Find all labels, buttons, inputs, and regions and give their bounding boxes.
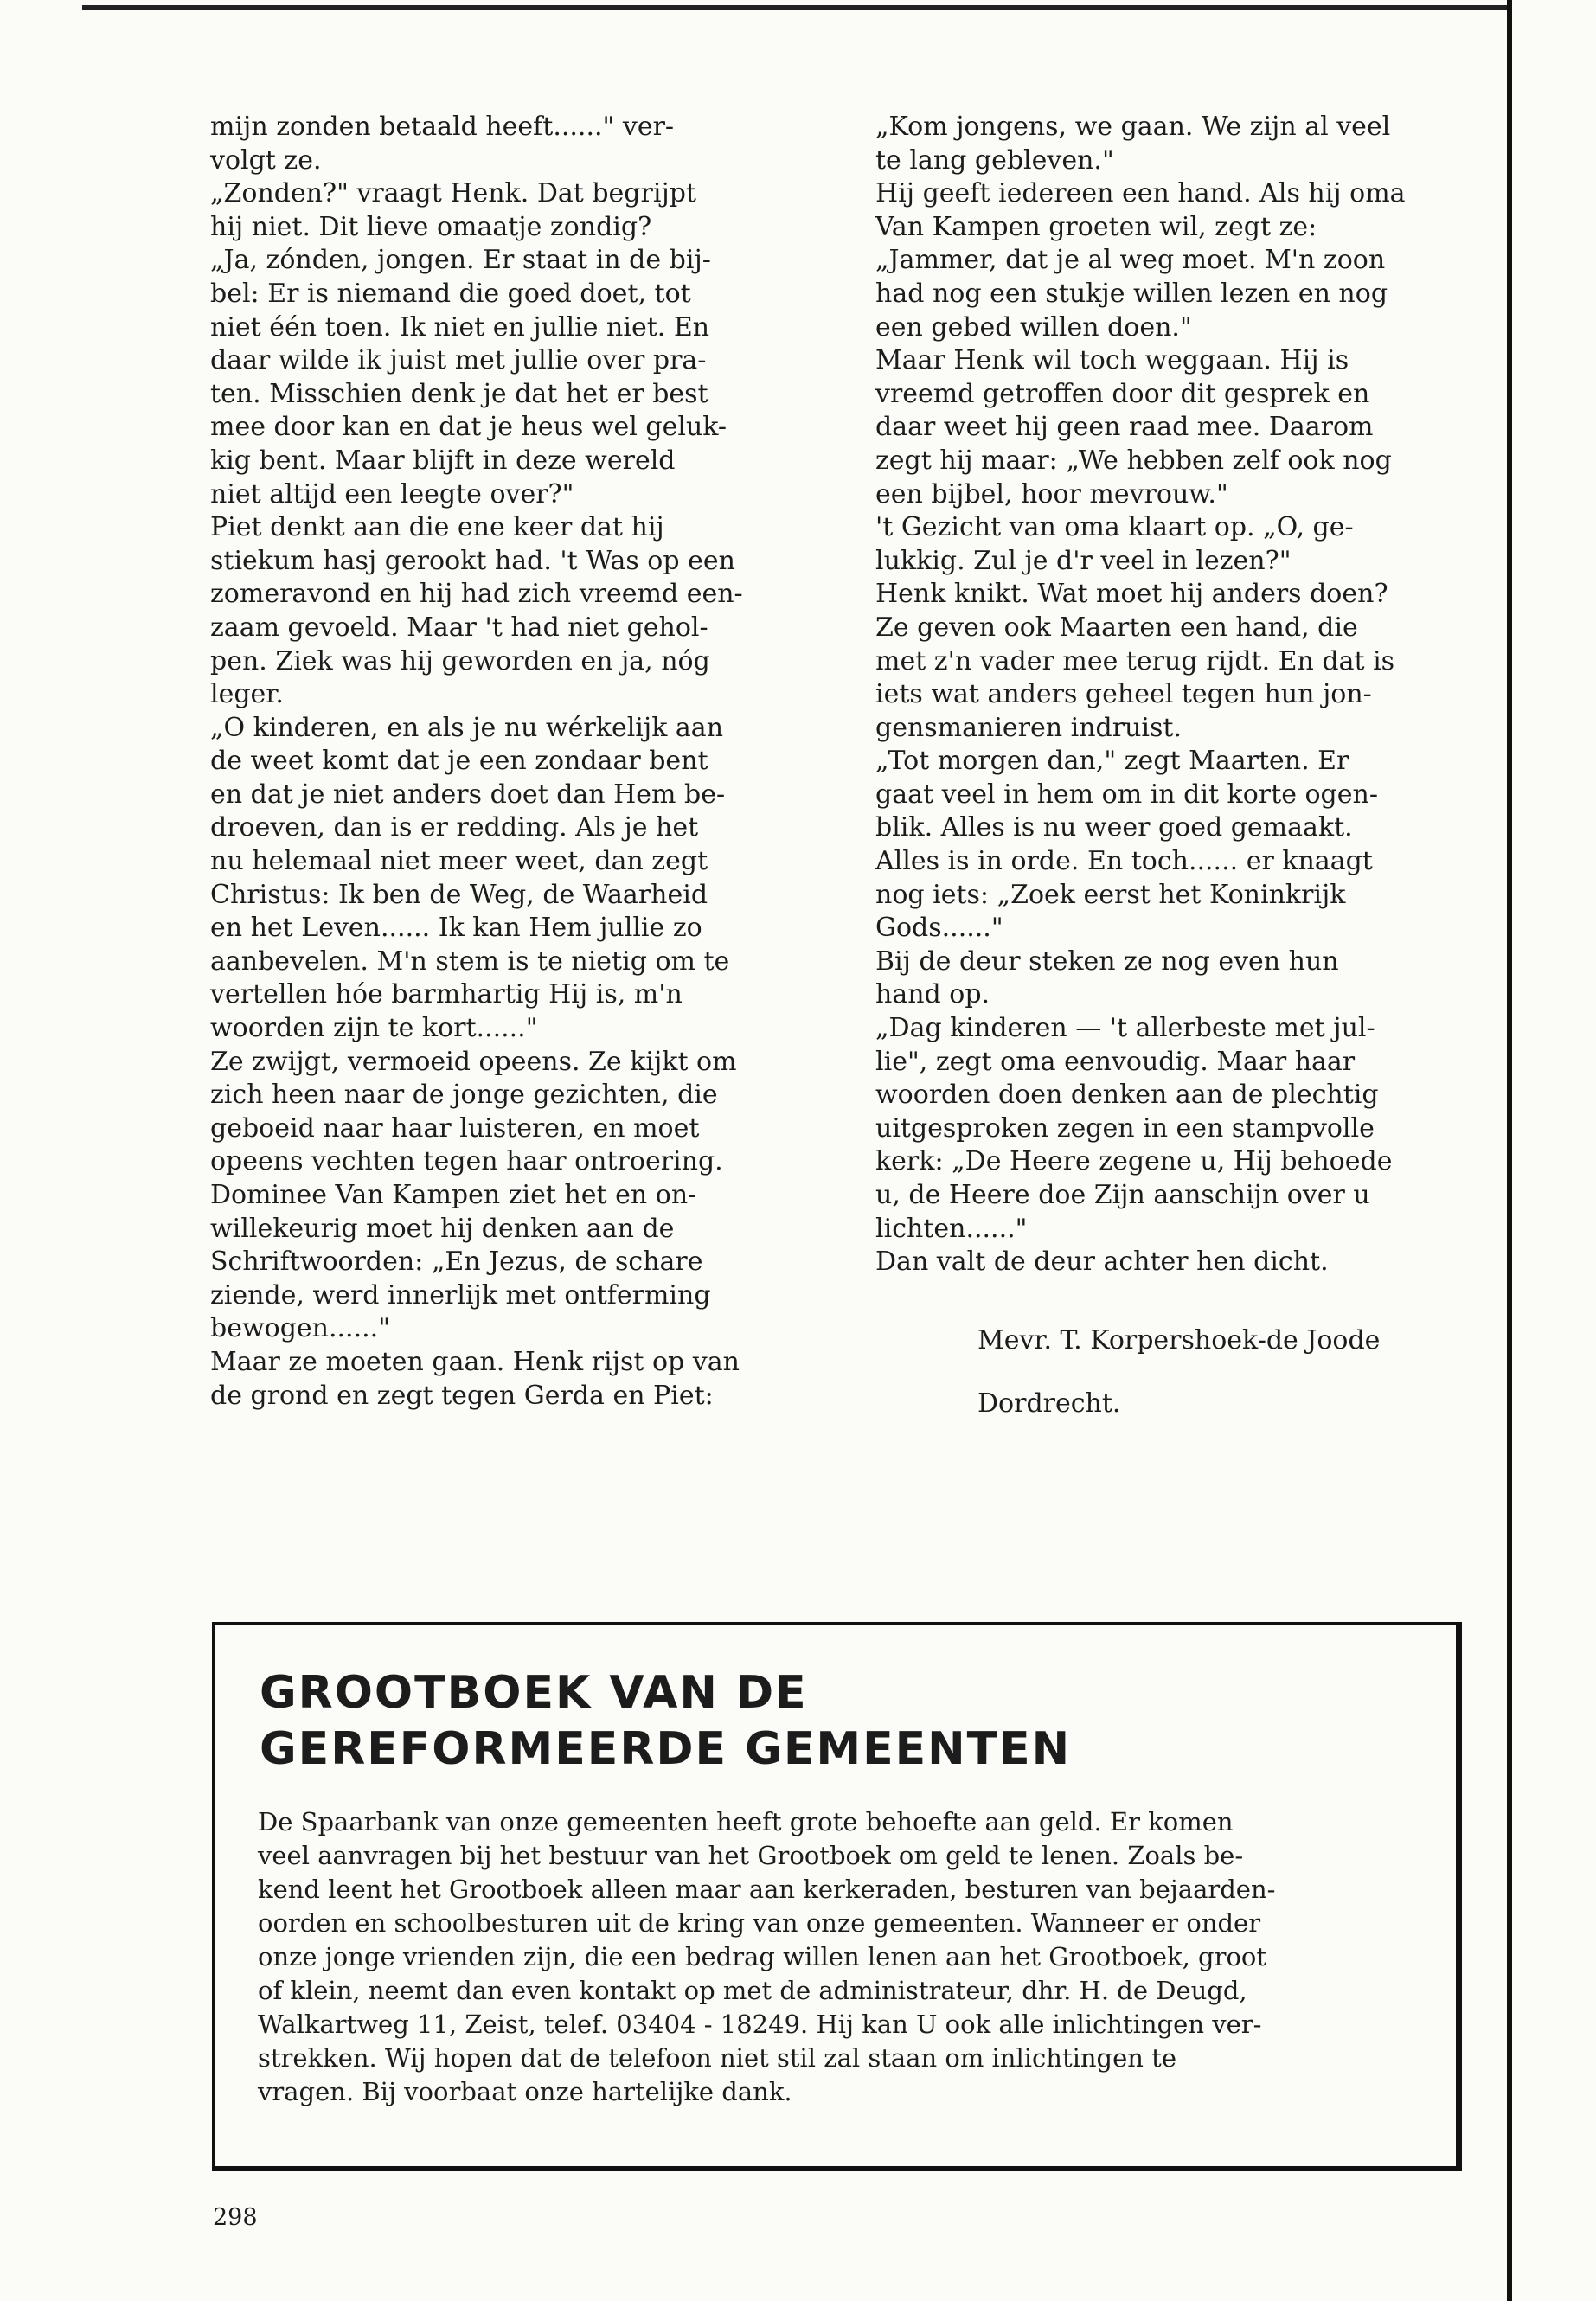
notice-body — [258, 1805, 1275, 2109]
text-line: willekeurig moet hij denken aan de — [210, 1213, 675, 1244]
right-edge-rule — [1507, 0, 1512, 2301]
text-line: vreemd getroffen door dit gesprek en — [875, 378, 1370, 409]
text-line: Christus: Ik ben de Weg, de Waarheid — [210, 879, 708, 910]
text-line: „Ja, zónden, jongen. Er staat in de bij- — [210, 245, 711, 276]
text-line: een bijbel, hoor mevrouw." — [875, 478, 1228, 510]
text-line: blik. Alles is nu weer goed gemaakt. — [875, 812, 1353, 843]
text-line: zomeravond en hij had zich vreemd een- — [210, 579, 743, 610]
text-line: daar weet hij geen raad mee. Daarom — [875, 412, 1374, 443]
text-line: had nog een stukje willen lezen en nog — [875, 278, 1388, 309]
text-line: ziende, werd innerlijk met ontferming — [210, 1279, 711, 1311]
text-line: woorden zijn te kort......" — [210, 1013, 538, 1044]
text-line: lichten......" — [875, 1213, 1028, 1244]
text-line: en dat je niet anders doet dan Hem be- — [210, 779, 726, 810]
text-line: Ze zwijgt, vermoeid opeens. Ze kijkt om — [210, 1046, 737, 1077]
text-line: lie", zegt oma eenvoudig. Maar haar — [875, 1046, 1356, 1077]
text-line: hand op. — [875, 979, 990, 1010]
text-line: mee door kan en dat je heus wel geluk- — [210, 412, 727, 443]
notice-body-line: vragen. Bij voorbaat onze hartelijke dank. — [258, 2077, 792, 2106]
text-line: gensmanieren indruist. — [875, 712, 1182, 743]
text-line: nog iets: „Zoek eerst het Koninkrijk — [875, 879, 1346, 910]
notice-title-line: GROOTBOEK VAN DE — [260, 1667, 808, 1719]
notice-title — [260, 1665, 1071, 1778]
text-line: Ze geven ook Maarten een hand, die — [875, 612, 1358, 643]
text-line: zegt hij maar: „We hebben zelf ook nog — [875, 445, 1392, 476]
page-number: 298 — [213, 2204, 258, 2231]
notice-body-line: veel aanvragen bij het bestuur van het Grootboek om geld te lenen. Zoals be- — [258, 1841, 1244, 1870]
notice-body-line: De Spaarbank van onze gemeenten heeft grote behoefte aan geld. Er komen — [258, 1807, 1234, 1836]
left-text-column — [210, 111, 790, 1413]
text-line: met z'n vader mee terug rijdt. En dat is — [875, 645, 1395, 676]
right-text-column — [875, 111, 1455, 1279]
text-line: uitgesproken zegen in een stampvolle — [875, 1112, 1375, 1144]
text-line: lukkig. Zul je d'r veel in lezen?" — [875, 545, 1292, 576]
text-line: Gods......" — [875, 913, 1003, 944]
text-line: ten. Misschien denk je dat het er best — [210, 378, 708, 409]
text-line: Alles is in orde. En toch...... er knaagt — [875, 846, 1373, 877]
text-line: u, de Heere doe Zijn aanschijn over u — [875, 1180, 1370, 1210]
text-line: hij niet. Dit lieve omaatje zondig? — [210, 211, 652, 242]
text-line: Henk knikt. Wat moet hij anders doen? — [875, 579, 1388, 610]
text-line: Hij geeft iedereen een hand. Als hij oma — [875, 178, 1406, 209]
text-line: gaat veel in hem om in dit korte ogen- — [875, 779, 1378, 810]
author-signature: Mevr. T. Korpershoek-de Joode — [977, 1325, 1381, 1356]
text-line: Dan valt de deur achter hen dicht. — [875, 1247, 1329, 1278]
text-line: en het Leven...... Ik kan Hem jullie zo — [210, 913, 702, 944]
notice-body-line: oorden en schoolbesturen uit de kring van onze gemeenten. Wanneer er onder — [258, 1908, 1261, 1938]
text-line: een gebed willen doen." — [875, 311, 1192, 343]
top-rule — [82, 5, 1509, 10]
text-line: niet één toen. Ik niet en jullie niet. En — [210, 311, 710, 343]
text-line: daar wilde ik juist met jullie over pra- — [210, 345, 707, 376]
text-line: mijn zonden betaald heeft......" ver- — [210, 112, 675, 142]
text-line: „Dag kinderen — 't allerbeste met jul- — [875, 1013, 1375, 1044]
text-line: kig bent. Maar blijft in deze wereld — [210, 445, 676, 476]
text-line: Piet denkt aan die ene keer dat hij — [210, 512, 664, 543]
text-line: stiekum hasj gerookt had. 't Was op een — [210, 545, 735, 576]
text-line: Van Kampen groeten wil, zegt ze: — [875, 211, 1317, 242]
text-line: leger. — [210, 679, 284, 710]
text-line: aanbevelen. M'n stem is te nietig om te — [210, 945, 730, 977]
text-line: „Kom jongens, we gaan. We zijn al veel — [875, 112, 1391, 142]
notice-title-line: GEREFORMEERDE GEMEENTEN — [260, 1723, 1072, 1775]
text-line: niet altijd een leegte over?" — [210, 478, 574, 510]
text-line: Dominee Van Kampen ziet het en on- — [210, 1180, 697, 1210]
text-line: de grond en zegt tegen Gerda en Piet: — [210, 1380, 714, 1411]
text-line: woorden doen denken aan de plechtig — [875, 1080, 1379, 1111]
text-line: kerk: „De Heere zegene u, Hij behoede — [875, 1146, 1393, 1177]
text-line: opeens vechten tegen haar ontroering. — [210, 1146, 723, 1177]
text-line: „O kinderen, en als je nu wérkelijk aan — [210, 712, 724, 743]
text-line: nu helemaal niet meer weet, dan zegt — [210, 846, 708, 877]
text-line: geboeid naar haar luisteren, en moet — [210, 1112, 700, 1144]
text-line: pen. Ziek was hij geworden en ja, nóg — [210, 645, 710, 676]
text-line: Schriftwoorden: „En Jezus, de schare — [210, 1247, 703, 1278]
text-line: de weet komt dat je een zondaar bent — [210, 746, 708, 777]
author-city: Dordrecht. — [977, 1388, 1121, 1419]
text-line: zaam gevoeld. Maar 't had niet gehol- — [210, 612, 708, 643]
text-line: Maar ze moeten gaan. Henk rijst op van — [210, 1346, 740, 1377]
notice-body-line: kend leent het Grootboek alleen maar aan kerkeraden, besturen van bejaarden- — [258, 1875, 1276, 1904]
text-line: „Zonden?" vraagt Henk. Dat begrijpt — [210, 178, 697, 209]
text-line: te lang gebleven." — [875, 144, 1114, 176]
text-line: 't Gezicht van oma klaart op. „O, ge- — [875, 512, 1354, 543]
text-line: Bij de deur steken ze nog even hun — [875, 945, 1339, 977]
text-line: „Tot morgen dan," zegt Maarten. Er — [875, 746, 1349, 777]
text-line: bewogen......" — [210, 1313, 390, 1344]
text-line: vertellen hóe barmhartig Hij is, m'n — [210, 979, 683, 1010]
notice-body-line: of klein, neemt dan even kontakt op met de administrateur, dhr. H. de Deugd, — [258, 1976, 1247, 2005]
text-line: „Jammer, dat je al weg moet. M'n zoon — [875, 245, 1386, 276]
notice-body-line: strekken. Wij hopen dat de telefoon niet stil zal staan om inlichtingen te — [258, 2043, 1176, 2073]
text-line: zich heen naar de jonge gezichten, die — [210, 1080, 718, 1111]
notice-body-line: onze jonge vrienden zijn, die een bedrag willen lenen aan het Grootboek, groot — [258, 1942, 1267, 1971]
text-line: Maar Henk wil toch weggaan. Hij is — [875, 345, 1349, 376]
text-line: droeven, dan is er redding. Als je het — [210, 812, 699, 843]
notice-body-line: Walkartweg 11, Zeist, telef. 03404 - 18249. Hij kan U ook alle inlichtingen ver- — [258, 2009, 1262, 2039]
text-line: iets wat anders geheel tegen hun jon- — [875, 679, 1372, 710]
text-line: bel: Er is niemand die goed doet, tot — [210, 278, 691, 309]
text-line: volgt ze. — [210, 144, 322, 176]
